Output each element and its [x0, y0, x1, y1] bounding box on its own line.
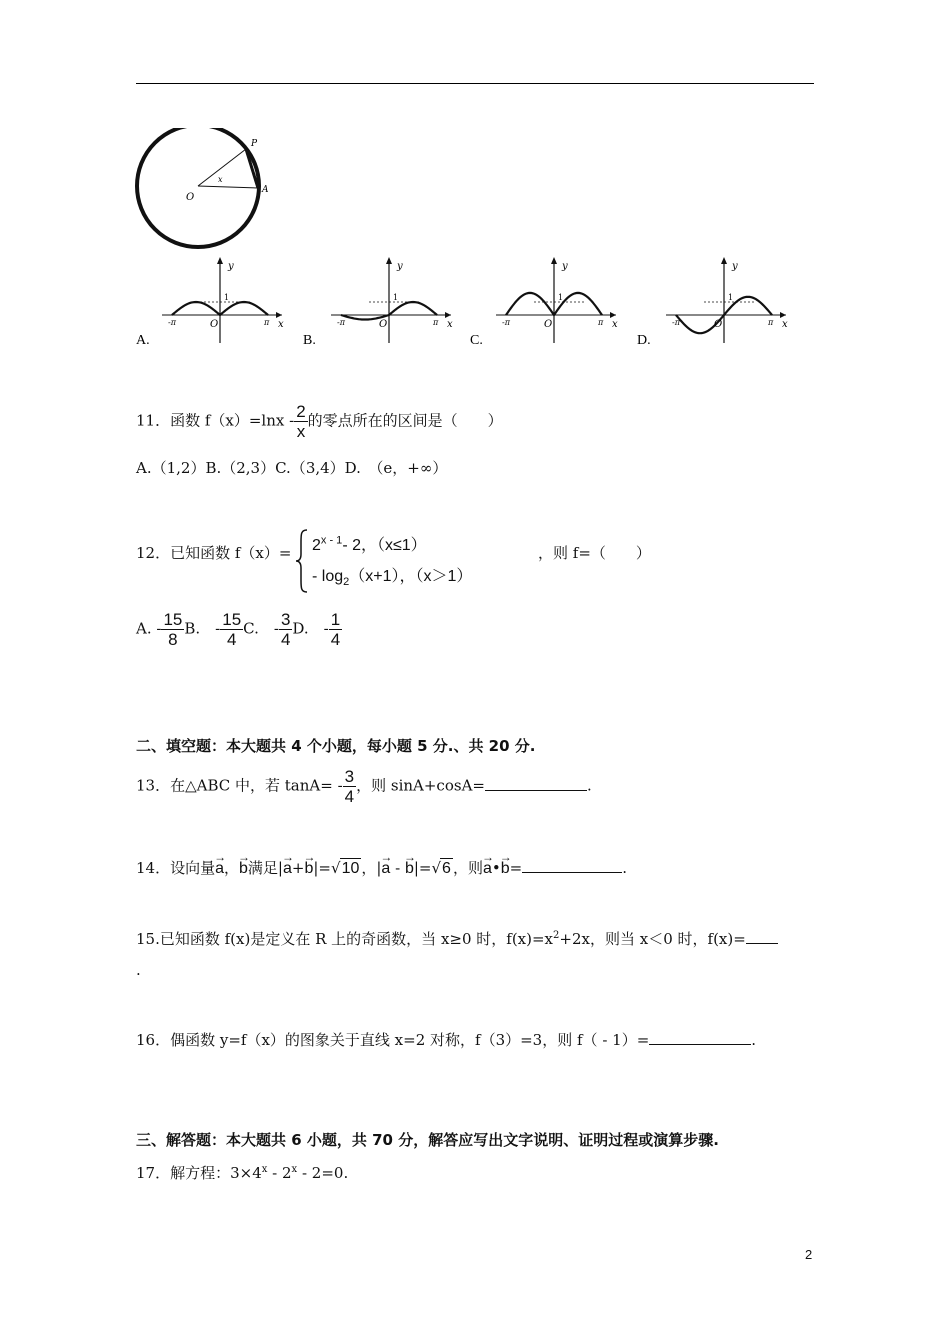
q14-abs-close-1: |= — [313, 859, 331, 877]
q16-text: 16．偶函数 y=f（x）的图象关于直线 x=2 对称，f（3）=3，则 f（ - 1）= — [136, 1031, 650, 1049]
graph-b-origin-label: O — [379, 319, 388, 330]
vector-a-diff: → a — [381, 859, 390, 879]
q12-opt-b-label: B. - — [184, 619, 221, 638]
graph-d-neg-pi-label: -π — [672, 318, 680, 327]
graph-d-x-arrow — [780, 312, 786, 318]
graph-c-x-arrow — [610, 312, 616, 318]
graph-c-origin-label: O — [544, 319, 553, 330]
q15-sup: 2 — [553, 930, 560, 941]
q16-answer-blank[interactable] — [649, 1030, 751, 1045]
unit-circle-figure — [130, 128, 270, 250]
q15-text-1: 15.已知函数 f(x)是定义在 R 上的奇函数，当 x≥0 时，f(x)=x — [136, 930, 554, 948]
vector-b-diff: → b — [405, 859, 414, 879]
q16-end: . — [751, 1031, 757, 1049]
q13-answer-blank[interactable] — [485, 776, 587, 791]
q12-opt-c-frac — [279, 610, 292, 649]
graph-a-y-label: y — [228, 261, 234, 272]
question-17 — [136, 1160, 348, 1183]
graph-a-one-label: 1 — [224, 293, 230, 302]
q14-eq: = — [509, 859, 523, 877]
q15-text-2: +2x，则当 x＜0 时，f(x)= — [559, 930, 746, 948]
question-16 — [136, 1030, 756, 1050]
page-number: 2 — [805, 1247, 813, 1262]
option-b-label: B. — [303, 333, 316, 348]
vector-a-sum: → a — [283, 859, 292, 879]
q17-sup-2: x — [291, 1164, 298, 1175]
q17-prefix: 17．解方程：3×4 — [136, 1164, 262, 1182]
question-13 — [136, 767, 592, 806]
q11-suffix: 的零点所在的区间是（ ） — [307, 411, 503, 430]
q12-opt-a-frac — [161, 610, 184, 649]
q12-case2-rest: （x+1），（x＞1） — [349, 568, 473, 585]
q13-frac-num: 3 — [344, 767, 355, 786]
q14-dot: • — [491, 859, 501, 877]
q12-opt-c-label: C. - — [243, 619, 279, 638]
q12-opt-d-frac — [329, 610, 342, 649]
q12-case2-log: - log — [312, 568, 344, 585]
label-a: A — [262, 185, 269, 195]
header-rule — [136, 83, 814, 84]
q12-opt-d-num: 1 — [330, 610, 341, 629]
q13-frac-den: 4 — [344, 787, 355, 806]
section-2-heading: 二、填空题：本大题共 4 个小题，每小题 5 分.、共 20 分. — [136, 737, 536, 755]
q11-frac-num: 2 — [296, 402, 306, 421]
q12-case-2 — [312, 563, 472, 588]
graph-d-one-label: 1 — [728, 293, 734, 302]
q12-opt-c-num: 3 — [280, 610, 291, 629]
graph-c-pi-label: π — [598, 318, 604, 327]
graph-a-neg-pi-label: -π — [168, 318, 176, 327]
q13-end: . — [586, 776, 592, 795]
graph-b-y-label: y — [397, 261, 403, 272]
label-angle-x: x — [218, 175, 223, 184]
q12-case1-rest: - 2，（x≤1） — [342, 537, 427, 554]
q17-sup-1: x — [261, 1164, 268, 1175]
graph-d-y-arrow — [721, 257, 727, 264]
graph-a-pi-label: π — [264, 318, 270, 327]
q14-abs-close-2: |= — [413, 859, 432, 877]
q12-opt-a-label: A. - — [136, 619, 162, 638]
radius-oa — [198, 186, 258, 188]
option-c-label: C. — [470, 333, 483, 348]
q13-prefix: 13．在△ABC 中，若 tanA= - — [136, 776, 343, 795]
graph-c-x-label: x — [612, 319, 618, 330]
vector-b-sum: → b — [304, 859, 313, 879]
q15-line-2: . — [136, 961, 141, 979]
q14-sqrt-10: 10 — [341, 860, 360, 877]
graph-b-y-arrow — [386, 257, 392, 264]
label-o: O — [186, 192, 195, 203]
q14-mid3: ，则 — [452, 859, 483, 877]
q11-prefix: 11．函数 f（x）=lnx - — [136, 411, 295, 430]
q14-answer-blank[interactable] — [522, 858, 622, 873]
q11-fraction — [294, 402, 307, 441]
q13-fraction — [343, 767, 356, 806]
q13-suffix: ，则 sinA+cosA= — [356, 776, 485, 795]
q17-suffix: - 2=0. — [297, 1164, 349, 1182]
q12-opt-b-frac — [220, 610, 243, 649]
vector-b-dot: → b — [501, 859, 510, 879]
q12-opt-a-den: 8 — [168, 630, 178, 649]
section-3-heading: 三、解答题：本大题共 6 小题，共 70 分，解答应写出文字说明、证明过程或演算步骤. — [136, 1131, 719, 1149]
q12-opt-b-num: 15 — [222, 610, 242, 629]
graph-a-x-label: x — [278, 319, 284, 330]
graph-d-origin-label: O — [714, 319, 723, 330]
graph-d-pi-label: π — [768, 318, 774, 327]
option-a-label: A. — [136, 333, 150, 348]
q12-suffix: ，则 f=（ ） — [538, 544, 651, 562]
graph-c-one-label: 1 — [558, 293, 564, 302]
graph-a-origin-label: O — [210, 319, 219, 330]
graph-a-x-arrow — [276, 312, 282, 318]
q15-answer-blank[interactable] — [746, 929, 778, 944]
q12-case-1 — [312, 532, 427, 555]
graph-b-x-label: x — [447, 319, 453, 330]
q12-opt-d-label: D. - — [292, 619, 329, 638]
label-p: P — [251, 139, 258, 149]
question-14: 14．设向量→ a，→ b满足|→ a+→ b|=√10 ，|→ a - → b|=√6 ，则→ a•→ b= . — [136, 858, 627, 879]
vector-a: → a — [215, 859, 224, 879]
q14-mid1: 满足| — [247, 859, 283, 877]
graph-c-neg-pi-label: -π — [502, 318, 510, 327]
q14-minus: - — [390, 859, 405, 877]
q12-options — [136, 610, 342, 649]
q11-frac-den: x — [296, 422, 306, 441]
q12-brace — [295, 528, 309, 594]
vector-b: → b — [239, 859, 248, 879]
q14-sqrt-6: 6 — [442, 860, 451, 877]
graph-a-y-arrow — [217, 257, 223, 264]
q14-comma: ， — [224, 859, 240, 877]
q12-opt-b-den: 4 — [226, 630, 237, 649]
q12-case1-exp: x - 1 — [320, 534, 343, 547]
graph-options — [130, 255, 810, 350]
q14-mid2: ，| — [361, 859, 382, 877]
q12-case1-base: 2 — [312, 537, 321, 554]
q17-mid: - 2 — [267, 1164, 292, 1182]
q12-case2-base: 2 — [343, 576, 350, 589]
q12-opt-d-den: 4 — [330, 630, 341, 649]
q11-options: A.（1,2）B.（2,3）C.（3,4）D. （e，+∞） — [136, 459, 448, 477]
graph-d-y-label: y — [732, 261, 738, 272]
q14-end: . — [622, 859, 627, 877]
graph-c-y-arrow — [551, 257, 557, 264]
q12-prefix: 12．已知函数 f（x）= — [136, 544, 292, 562]
q14-prefix: 14．设向量 — [136, 859, 216, 877]
graph-d-x-label: x — [782, 319, 788, 330]
question-11 — [136, 402, 503, 441]
graph-b-x-arrow — [445, 312, 451, 318]
graph-b-one-label: 1 — [393, 293, 399, 302]
question-15 — [136, 926, 778, 949]
q12-opt-a-num: 15 — [163, 610, 183, 629]
graph-c-y-label: y — [562, 261, 568, 272]
graph-b-pi-label: π — [433, 318, 439, 327]
graph-b-neg-pi-label: -π — [337, 318, 345, 327]
q14-plus: + — [291, 859, 305, 877]
vector-a-dot: → a — [483, 859, 492, 879]
q12-opt-c-den: 4 — [280, 630, 291, 649]
option-d-label: D. — [637, 333, 651, 348]
